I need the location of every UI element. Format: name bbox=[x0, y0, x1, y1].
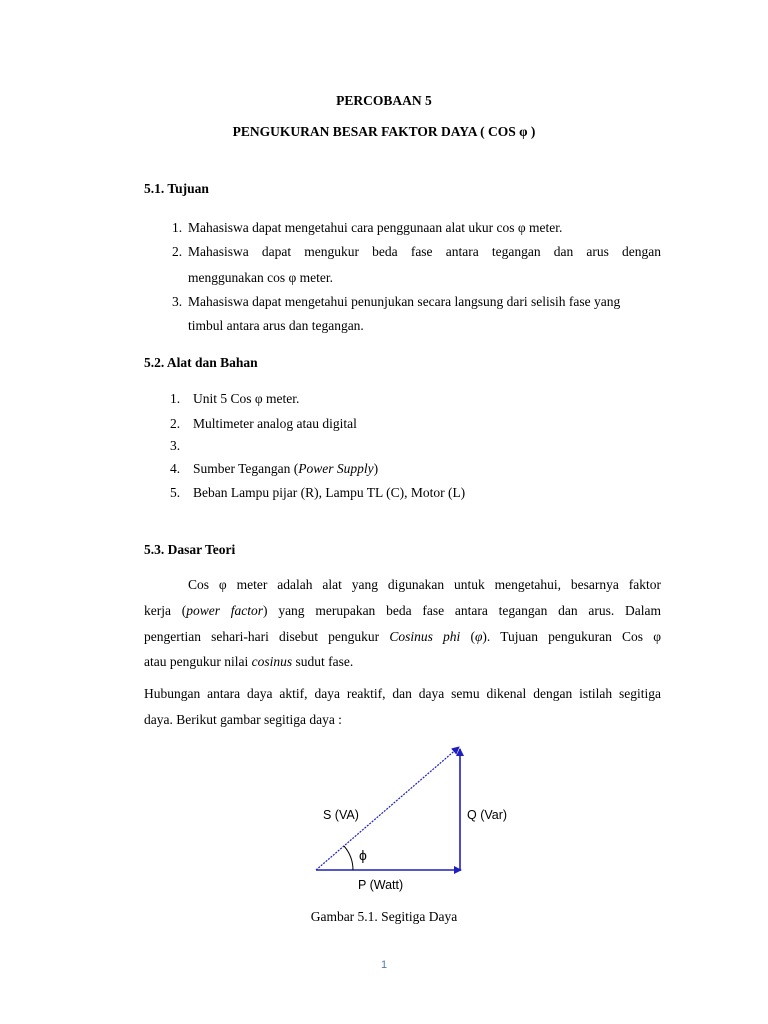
label-phi: ϕ bbox=[359, 847, 367, 863]
list-item-text: Beban Lampu pijar (R), Lampu TL (C), Motor (L) bbox=[193, 485, 466, 500]
list-item-text: menggunakan cos φ meter. bbox=[188, 270, 333, 285]
section-heading-alat: 5.2. Alat dan Bahan bbox=[144, 355, 258, 370]
list-item-text: Mahasiswa dapat mengetahui cara penggunaan alat ukur cos φ meter. bbox=[188, 220, 563, 235]
list-item-number: 2. bbox=[170, 416, 181, 431]
list-item-number: 3. bbox=[170, 438, 181, 453]
document-subtitle: PENGUKURAN BESAR FAKTOR DAYA ( COS φ ) bbox=[232, 124, 536, 139]
list-item-number: 3. bbox=[172, 294, 183, 309]
label-q-var: Q (Var) bbox=[467, 808, 508, 822]
figure-caption: Gambar 5.1. Segitiga Daya bbox=[310, 909, 458, 924]
label-s-va: S (VA) bbox=[323, 808, 359, 822]
list-item-text: timbul antara arus dan tegangan. bbox=[188, 318, 364, 333]
list-item-text: Mahasiswa dapat mengukur beda fase antara tegangan dan arus dengan bbox=[188, 244, 661, 259]
paragraph-line: atau pengukur nilai cosinus sudut fase. bbox=[144, 654, 354, 669]
list-item-number: 1. bbox=[170, 391, 181, 406]
paragraph-line: Hubungan antara daya aktif, daya reaktif, dan daya semu dikenal dengan istilah segitiga bbox=[144, 686, 661, 701]
list-item-text: Sumber Tegangan (Power Supply) bbox=[193, 461, 379, 476]
list-item-number: 5. bbox=[170, 485, 181, 500]
paragraph-line: Cos φ meter adalah alat yang digunakan untuk mengetahui, besarnya faktor bbox=[188, 577, 661, 592]
phi-angle-arc bbox=[344, 846, 353, 870]
list-item-text: Multimeter analog atau digital bbox=[193, 416, 357, 431]
list-item-number: 1. bbox=[172, 220, 183, 235]
label-p-watt: P (Watt) bbox=[358, 878, 404, 892]
section-heading-tujuan: 5.1. Tujuan bbox=[144, 181, 209, 196]
power-triangle-diagram bbox=[300, 735, 540, 900]
section-heading-dasar-teori: 5.3. Dasar Teori bbox=[144, 542, 236, 557]
paragraph-line: daya. Berikut gambar segitiga daya : bbox=[144, 712, 342, 727]
list-item-number: 4. bbox=[170, 461, 181, 476]
page-number: 1 bbox=[380, 959, 388, 971]
document-title: PERCOBAAN 5 bbox=[336, 93, 432, 108]
list-item-text: Mahasiswa dapat mengetahui penunjukan secara langsung dari selisih fase yang bbox=[188, 294, 621, 309]
paragraph-line: pengertian sehari-hari disebut pengukur Cosinus phi (φ). Tujuan pengukuran Cos φ bbox=[144, 629, 662, 644]
list-item-number: 2. bbox=[172, 244, 183, 259]
paragraph-line: kerja (power factor) yang merupakan beda fase antara tegangan dan arus. Dalam bbox=[144, 603, 662, 618]
list-item-text: Unit 5 Cos φ meter. bbox=[193, 391, 300, 406]
